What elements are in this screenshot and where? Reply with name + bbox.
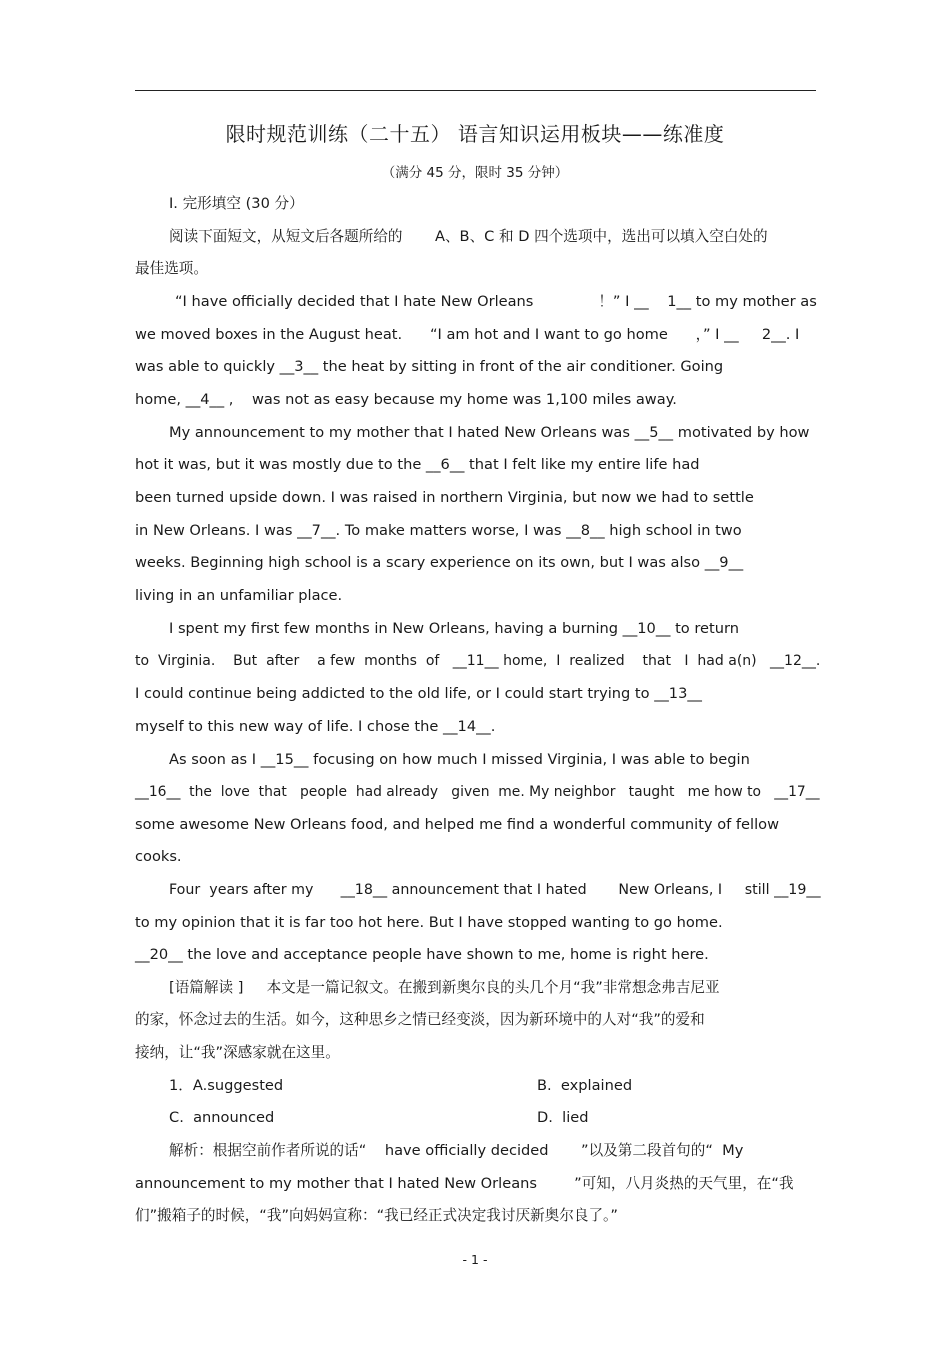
passage-line: we moved boxes in the August heat. “I am hot and I want to go home ，” I __ 2__. I (135, 326, 800, 343)
passage-line: weeks. Beginning high school is a scary experience on its own, but I was also __9__ (135, 554, 744, 571)
passage-line: I could continue being addicted to the old life, or I could start trying to __13__ (135, 685, 702, 702)
passage-line: “I have officially decided that I hate New Orleans ！” I __ 1__ to my mother as (175, 293, 817, 310)
passage-line: some awesome New Orleans food, and helped me find a wonderful community of fellow (135, 816, 779, 833)
passage-line: in New Orleans. I was __7__. To make matters worse, I was __8__ high school in two (135, 522, 742, 539)
explanation-line: 解析：根据空前作者所说的话“ have officially decided ”以及第二段首句的“ My (169, 1142, 744, 1159)
analysis-line: 的家，怀念过去的生活。如今，这种思乡之情已经变淡，因为新环境中的人对“我”的爱和 (135, 1011, 705, 1028)
passage-line: was able to quickly __3__ the heat by sitting in front of the air conditioner. Going (135, 358, 724, 375)
passage-line: myself to this new way of life. I chose the __14__. (135, 718, 496, 735)
option-b: B. explained (537, 1077, 633, 1094)
page-subtitle: （满分 45 分，限时 35 分钟） (381, 165, 569, 181)
analysis-line: [语篇解读 ] 本文是一篇记叙文。在搬到新奥尔良的头几个月“我”非常想念弗吉尼亚 (169, 979, 720, 996)
passage-line: to my opinion that it is far too hot here. But I have stopped wanting to go home. (135, 914, 723, 931)
passage-line: living in an unfamiliar place. (135, 587, 343, 604)
page-number: - 1 - (462, 1252, 488, 1267)
option-d: D. lied (537, 1109, 589, 1126)
section-heading: Ⅰ. 完形填空 (30 分） (169, 195, 304, 212)
top-rule (135, 90, 816, 91)
instruction-line: 最佳选项。 (135, 260, 208, 277)
passage-line: As soon as I __15__ focusing on how much I missed Virginia, I was able to begin (169, 751, 750, 768)
option-a: 1．A.suggested (169, 1077, 284, 1094)
passage-line: hot it was, but it was mostly due to the __6__ that I felt like my entire life had (135, 456, 700, 473)
passage-line: My announcement to my mother that I hated New Orleans was __5__ motivated by how (169, 424, 810, 441)
explanation-line: 们”搬箱子的时候，“我”向妈妈宣称：“我已经正式决定我讨厌新奥尔良了。” (135, 1207, 618, 1224)
passage-line: __20__ the love and acceptance people have shown to me, home is right here. (135, 946, 709, 963)
analysis-line: 接纳，让“我”深感家就在这里。 (135, 1044, 340, 1061)
instruction-line: 阅读下面短文，从短文后各题所给的 A、B、C 和 D 四个选项中，选出可以填入空白处的 (169, 228, 768, 245)
explanation-line: announcement to my mother that I hated New Orleans ”可知，八月炎热的天气里，在“我 (135, 1175, 794, 1192)
passage-line: Four years after my __18__ announcement that I hated New Orleans, I still __19__ (169, 881, 821, 898)
option-c: C. announced (169, 1109, 275, 1126)
page-title: 限时规范训练（二十五） 语言知识运用板块——练准度 (225, 122, 725, 146)
passage-line: cooks. (135, 848, 182, 865)
passage-line: home, __4__ , was not as easy because my home was 1,100 miles away. (135, 391, 677, 408)
passage-line: I spent my first few months in New Orleans, having a burning __10__ to return (169, 620, 739, 637)
passage-line: been turned upside down. I was raised in northern Virginia, but now we had to settle (135, 489, 754, 506)
passage-line: __16__ the love that people had already given me. My neighbor taught me how to __17__ (135, 783, 820, 800)
passage-line: to Virginia. But after a few months of __11__ home, I realized that I had a(n) __12__. (135, 652, 821, 669)
